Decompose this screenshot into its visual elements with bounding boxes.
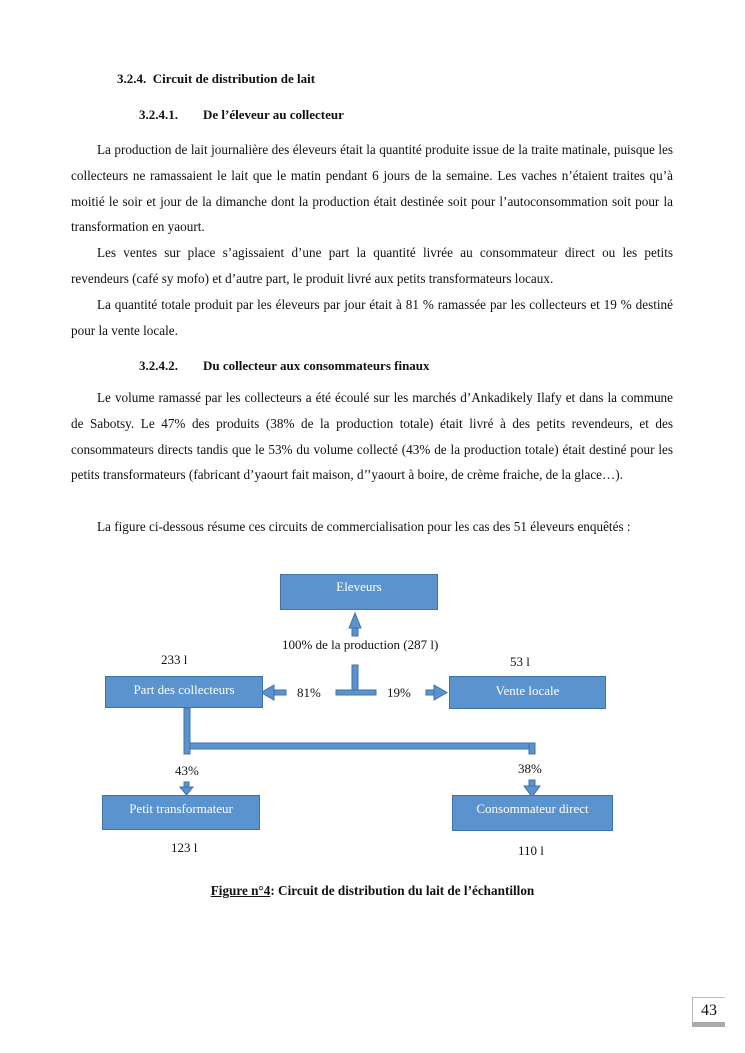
collecteurs-quantity: 233 l <box>161 652 188 667</box>
arrow-direct-shaft <box>529 780 535 786</box>
transformateur-label: Petit transformateur <box>129 801 233 816</box>
vente-locale-quantity: 53 l <box>510 654 530 669</box>
figure-caption <box>0 883 745 899</box>
section-title: Circuit de distribution de lait <box>152 71 316 86</box>
subsection-number-1: 3.2.4.1. <box>139 107 178 122</box>
paragraph-2-text: Les ventes sur place s’agissaient d’une part la quantité livrée au consommateur direct ou les petits revendeurs (café sy mofo) et d’autre part, le produit livré aux petits transformateurs locaux. <box>71 245 673 286</box>
arrow-up-shaft <box>352 628 358 636</box>
vente-locale-box <box>449 676 606 709</box>
figure-caption-text: : Circuit de distribution du lait de l’échantillon <box>270 883 535 898</box>
t-bar <box>336 690 376 695</box>
transformateur-box <box>102 795 260 830</box>
page-number-bar <box>692 1022 725 1027</box>
section-number: 3.2.4. <box>117 71 147 86</box>
consommateur-quantity: 110 l <box>518 843 544 858</box>
pct-transformateur: 43% <box>175 763 199 778</box>
paragraph-3-text: La quantité totale produit par les éleveurs par jour était à 81 % ramassée par les collecteurs et 19 % destiné pour la vente locale. <box>71 297 673 338</box>
branch-horizontal <box>190 743 534 749</box>
pct-vente-locale: 19% <box>387 685 411 700</box>
transformateur-quantity: 123 l <box>171 840 198 855</box>
subsection-title-1: De l’éleveur au collecteur <box>203 107 344 122</box>
branch-right-drop <box>529 743 535 754</box>
subsection-number-2: 3.2.4.2. <box>139 358 178 373</box>
arrow-up-head <box>349 613 361 628</box>
paragraph-1-text: La production de lait journalière des éleveurs était la quantité produite issue de la traite matinale, puisque les collecteurs ne ramassaient le lait que le matin pendant 6 jours de la semaine. Les vaches n’étaient traites qu’à moitié le soir et jour de la dimanche dont la production était destinée soit pour l’autoconsommation soit pour la transformation en yaourt. <box>71 142 673 235</box>
consommateur-box <box>452 795 613 831</box>
figure-label: Figure n°4 <box>210 883 271 898</box>
subsection-title-2: Du collecteur aux consommateurs finaux <box>203 358 430 373</box>
vente-locale-label: Vente locale <box>495 683 560 698</box>
eleveurs-box <box>280 574 438 610</box>
pct-collecteurs: 81% <box>297 685 321 700</box>
collecteurs-label: Part des collecteurs <box>133 682 235 697</box>
consommateur-label: Consommateur direct <box>476 801 589 816</box>
arrow-transfo-head <box>180 787 193 795</box>
t-stem <box>352 665 358 691</box>
arrow-transfo-shaft <box>184 782 189 787</box>
eleveurs-label: Eleveurs <box>336 579 382 594</box>
paragraph-4-text: Le volume ramassé par les collecteurs a été écoulé sur les marchés d’Ankadikely Ilafy et dans la commune de Sabotsy. Le 47% des produits (38% de la production totale) était livré à des petits revendeurs, et des consommateurs directs tandis que le 53% du volume collecté (43% de la production totale) était destiné pour les petits transformateurs (fabricant d’yaourt fait maison, d’’yaourt à boire, de crème fraiche, de la glace…). <box>71 390 673 483</box>
collector-down-line <box>184 708 190 754</box>
paragraph-5-text: La figure ci-dessous résume ces circuits de commercialisation pour les cas des 51 éleveurs enquêtés : <box>97 519 631 534</box>
production-label: 100% de la production (287 l) <box>282 637 439 652</box>
page-number: 43 <box>692 997 725 1026</box>
arrow-right-head <box>434 685 447 700</box>
collecteurs-box <box>105 676 263 708</box>
pct-consommateur-direct: 38% <box>518 761 542 776</box>
